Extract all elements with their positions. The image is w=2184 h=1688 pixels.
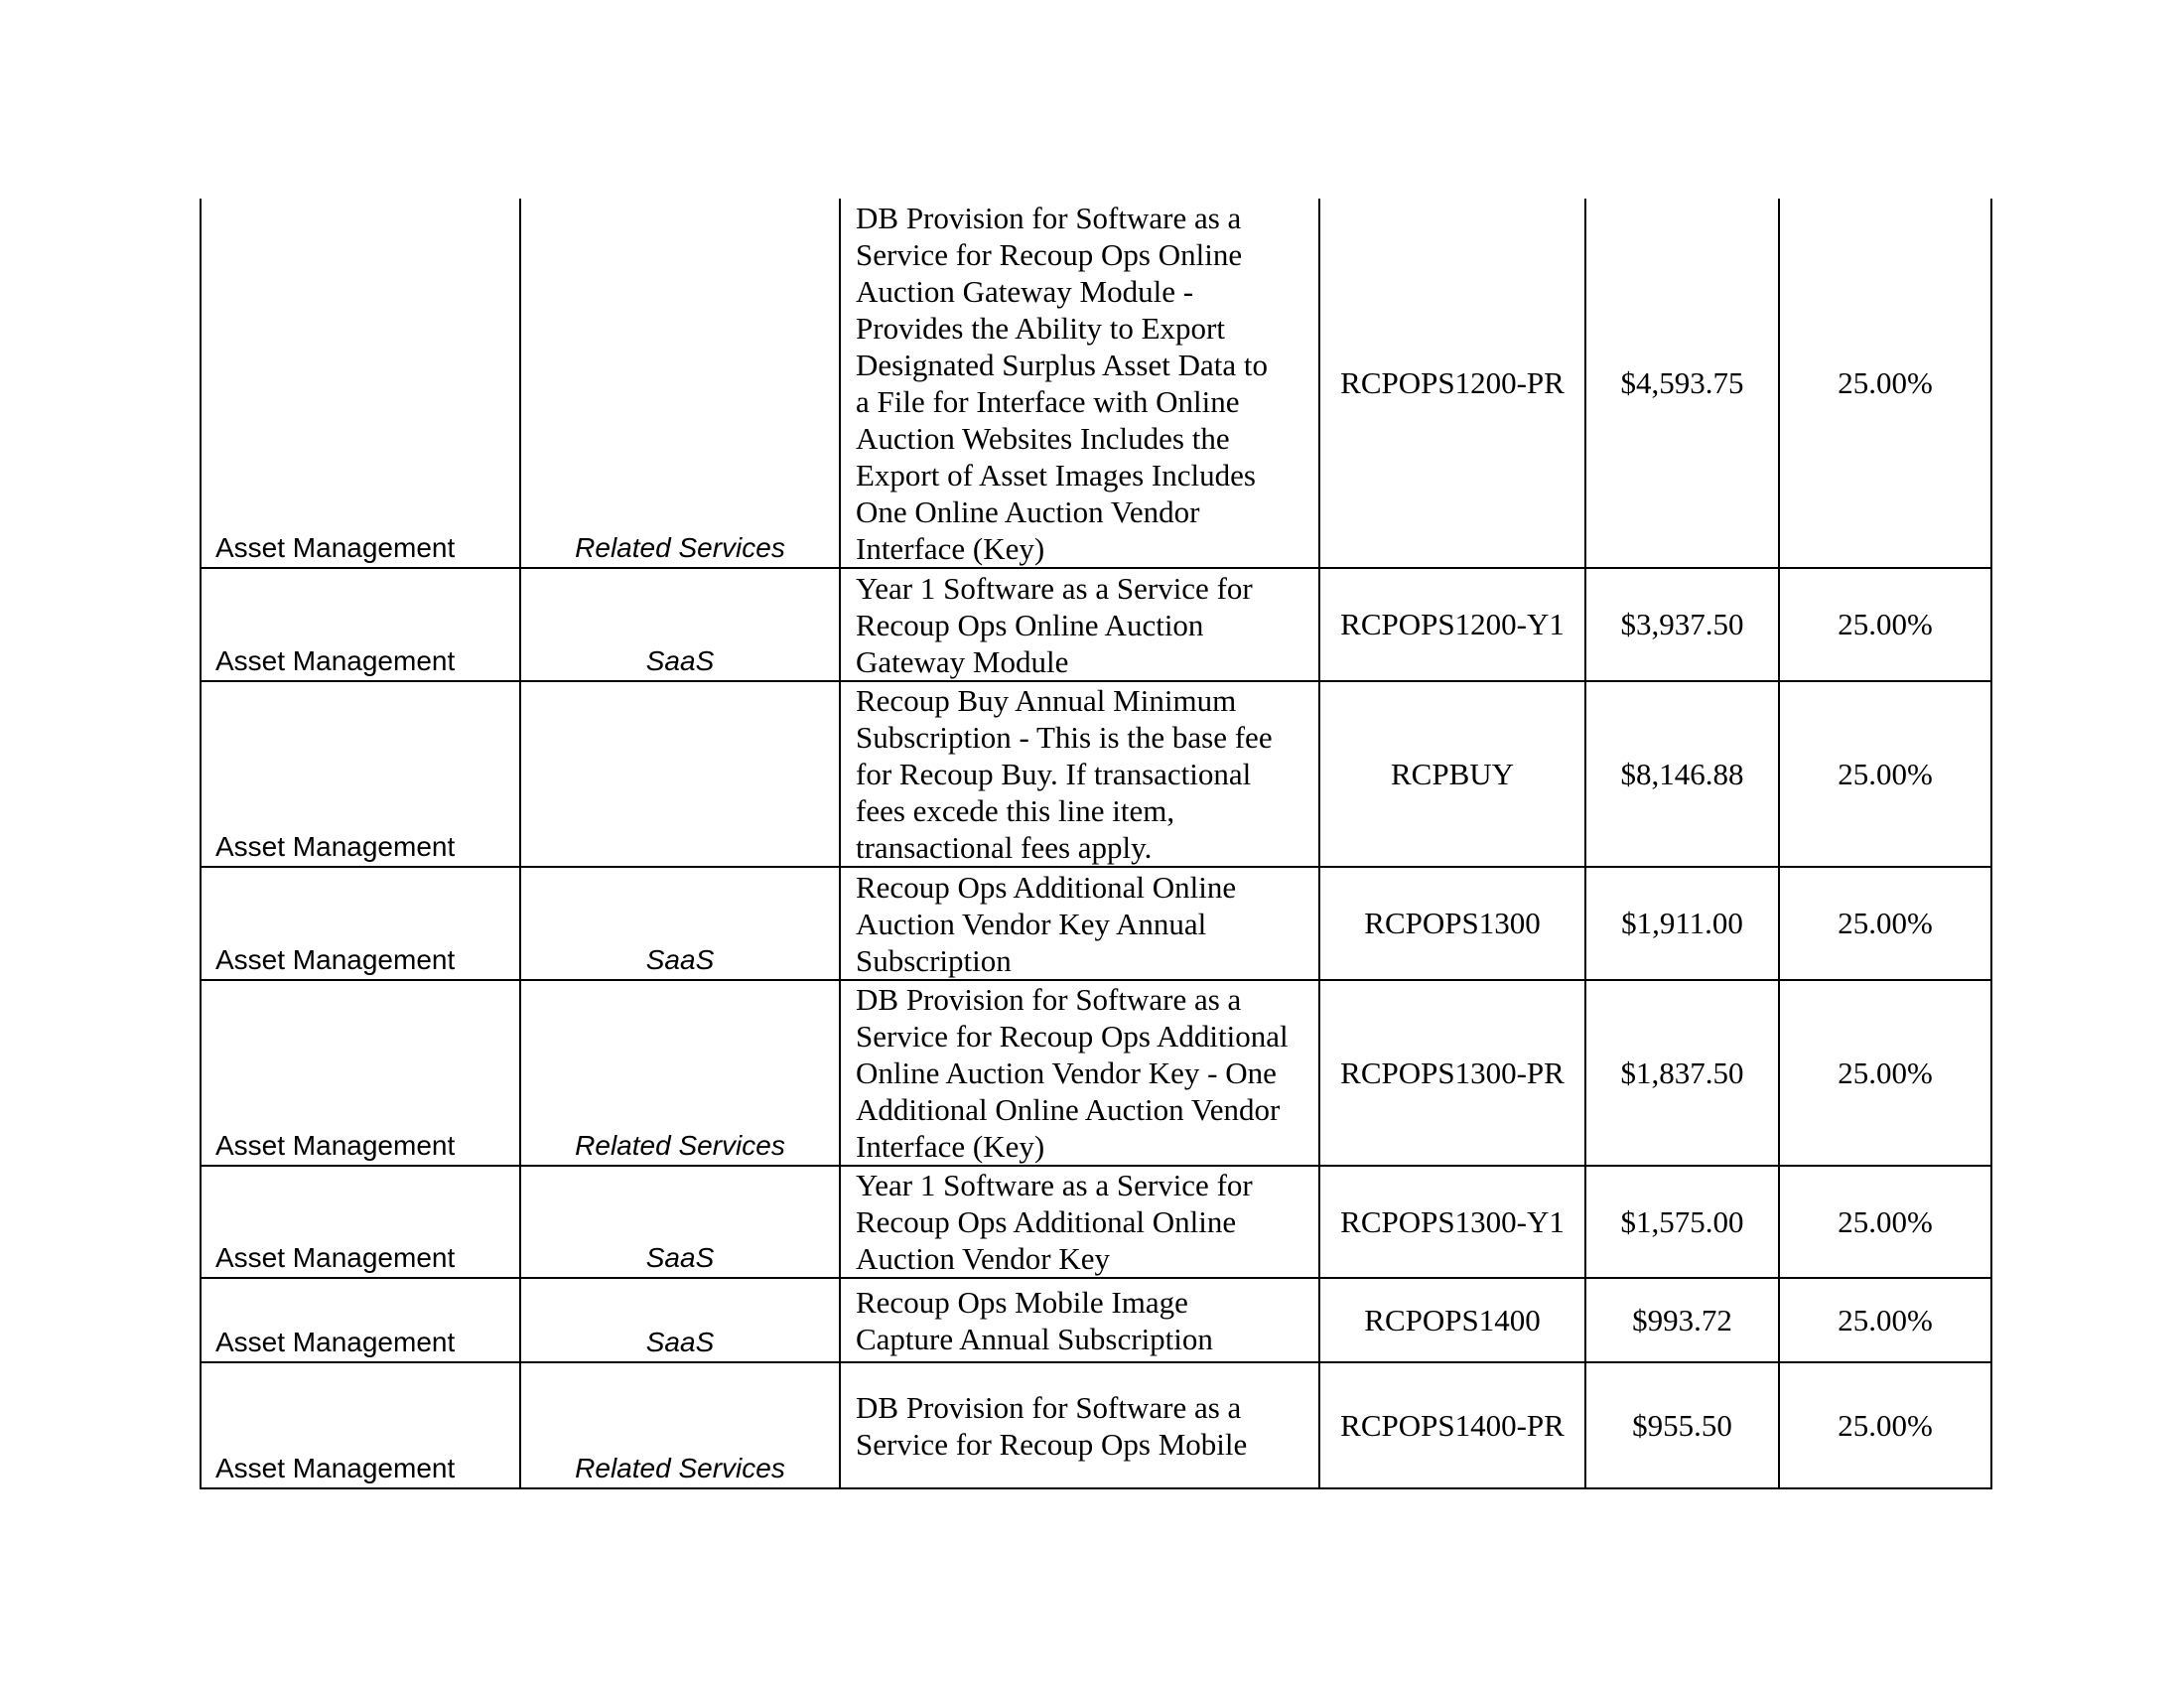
type-cell: SaaS: [520, 867, 840, 980]
price-list-table: [200, 199, 1992, 1489]
type-cell: SaaS: [520, 568, 840, 681]
category-cell: Asset Management: [201, 1166, 520, 1278]
table-row: [201, 681, 1991, 867]
description-cell: Recoup Buy Annual Minimum Subscription - This is the base fee for Recoup Buy. If transactional fees excede this line item, transactional fees apply.: [840, 681, 1319, 867]
discount-cell: 25.00%: [1779, 980, 1991, 1166]
category-cell: Asset Management: [201, 867, 520, 980]
table-row: [201, 199, 1991, 568]
price-cell: $993.72: [1585, 1278, 1779, 1362]
discount-cell: 25.00%: [1779, 681, 1991, 867]
category-cell: Asset Management: [201, 199, 520, 568]
description-cell: Year 1 Software as a Service for Recoup Ops Additional Online Auction Vendor Key: [840, 1166, 1319, 1278]
discount-cell: 25.00%: [1779, 568, 1991, 681]
price-cell: $1,837.50: [1585, 980, 1779, 1166]
sku-cell: RCPOPS1300: [1319, 867, 1585, 980]
category-cell: Asset Management: [201, 1278, 520, 1362]
sku-cell: RCPOPS1400: [1319, 1278, 1585, 1362]
category-cell: Asset Management: [201, 1362, 520, 1488]
price-cell: $955.50: [1585, 1362, 1779, 1488]
category-cell: Asset Management: [201, 568, 520, 681]
discount-cell: 25.00%: [1779, 1166, 1991, 1278]
description-cell: DB Provision for Software as a Service for Recoup Ops Mobile: [840, 1362, 1319, 1488]
price-cell: $1,575.00: [1585, 1166, 1779, 1278]
category-cell: Asset Management: [201, 980, 520, 1166]
sku-cell: RCPOPS1400-PR: [1319, 1362, 1585, 1488]
table-row: [201, 1166, 1991, 1278]
discount-cell: 25.00%: [1779, 199, 1991, 568]
type-cell: Related Services: [520, 199, 840, 568]
sku-cell: RCPOPS1300-PR: [1319, 980, 1585, 1166]
description-cell: DB Provision for Software as a Service for Recoup Ops Online Auction Gateway Module - Provides the Ability to Export Designated Surplus Asset Data to a File for Interface with Online Auction Websites Includes the Export of Asset Images Includes One Online Auction Vendor Interface (Key): [840, 199, 1319, 568]
type-cell: SaaS: [520, 1166, 840, 1278]
type-cell: Related Services: [520, 1362, 840, 1488]
description-cell: DB Provision for Software as a Service for Recoup Ops Additional Online Auction Vendor Key - One Additional Online Auction Vendor Interface (Key): [840, 980, 1319, 1166]
price-cell: $8,146.88: [1585, 681, 1779, 867]
discount-cell: 25.00%: [1779, 1362, 1991, 1488]
table-row: [201, 867, 1991, 980]
sku-cell: RCPBUY: [1319, 681, 1585, 867]
discount-cell: 25.00%: [1779, 867, 1991, 980]
category-cell: Asset Management: [201, 681, 520, 867]
description-cell: Recoup Ops Mobile Image Capture Annual Subscription: [840, 1278, 1319, 1362]
sku-cell: RCPOPS1300-Y1: [1319, 1166, 1585, 1278]
description-cell: Recoup Ops Additional Online Auction Vendor Key Annual Subscription: [840, 867, 1319, 980]
discount-cell: 25.00%: [1779, 1278, 1991, 1362]
table-row: [201, 1362, 1991, 1488]
type-cell: SaaS: [520, 1278, 840, 1362]
type-cell: Related Services: [520, 980, 840, 1166]
table-row: [201, 980, 1991, 1166]
price-cell: $4,593.75: [1585, 199, 1779, 568]
sku-cell: RCPOPS1200-Y1: [1319, 568, 1585, 681]
sku-cell: RCPOPS1200-PR: [1319, 199, 1585, 568]
table-row: [201, 568, 1991, 681]
type-cell: [520, 681, 840, 867]
price-cell: $3,937.50: [1585, 568, 1779, 681]
description-cell: Year 1 Software as a Service for Recoup Ops Online Auction Gateway Module: [840, 568, 1319, 681]
table-row: [201, 1278, 1991, 1362]
price-cell: $1,911.00: [1585, 867, 1779, 980]
